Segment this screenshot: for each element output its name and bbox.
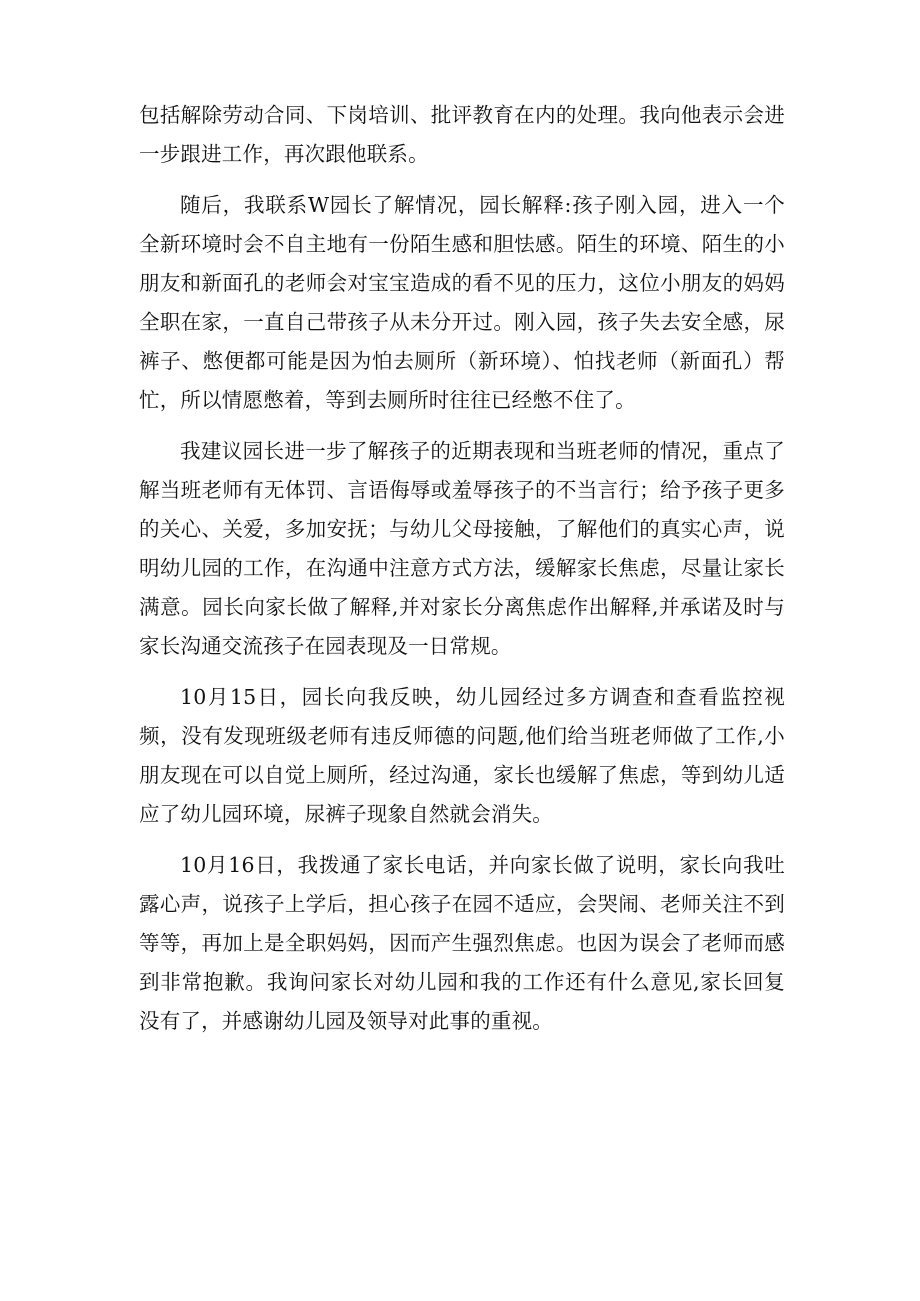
paragraph-4: 10月15日，园长向我反映，幼儿园经过多方调查和查看监控视频，没有发现班级老师有违反师德的问题,他们给当班老师做了工作,小朋友现在可以自觉上厕所，经过沟通，家长也缓解了焦虑，等到幼儿适应了幼儿园环境，尿裤子现象自然就会消失。 (139, 685, 785, 826)
paragraph-gap (139, 174, 785, 186)
paragraph-5: 10月16日，我拨通了家长电话，并向家长做了说明，家长向我吐露心声，说孩子上学后，担心孩子在园不适应，会哭闹、老师关注不到等等，再加上是全职妈妈，因而产生强烈焦虑。也因为误会了老师而感到非常抱歉。我询问家长对幼儿园和我的工作还有什么意见,家长回复没有了，并感谢幼儿园及领导对此事的重视。 (139, 853, 785, 1033)
paragraph-gap (139, 666, 785, 678)
paragraph-2: 随后，我联系W园长了解情况，园长解释:孩子刚入园，进入一个全新环境时会不自主地有一份陌生感和胆怯感。陌生的环境、陌生的小朋友和新面孔的老师会对宝宝造成的看不见的压力，这位小朋友的妈妈全职在家，一直自己带孩子从未分开过。刚入园，孩子失去安全感，尿裤子、憋便都可能是因为怕去厕所（新环境）、怕找老师（新面孔）帮忙，所以情愿憋着，等到去厕所时往往已经憋不住了。 (139, 193, 785, 412)
paragraph-gap (139, 420, 785, 432)
paragraph-gap (139, 834, 785, 846)
document-body (139, 96, 785, 1041)
paragraph-3: 我建议园长进一步了解孩子的近期表现和当班老师的情况，重点了解当班老师有无体罚、言语侮辱或羞辱孩子的不当言行；给予孩子更多的关心、关爱，多加安抚；与幼儿父母接触，了解他们的真实心声，说明幼儿园的工作，在沟通中注意方式方法，缓解家长焦虑，尽量让家长满意。园长向家长做了解释,并对家长分离焦虑作出解释,并承诺及时与家长沟通交流孩子在园表现及一日常规。 (139, 439, 785, 658)
paragraph-1: 包括解除劳动合同、下岗培训、批评教育在内的处理。我向他表示会进一步跟进工作，再次跟他联系。 (139, 103, 785, 166)
